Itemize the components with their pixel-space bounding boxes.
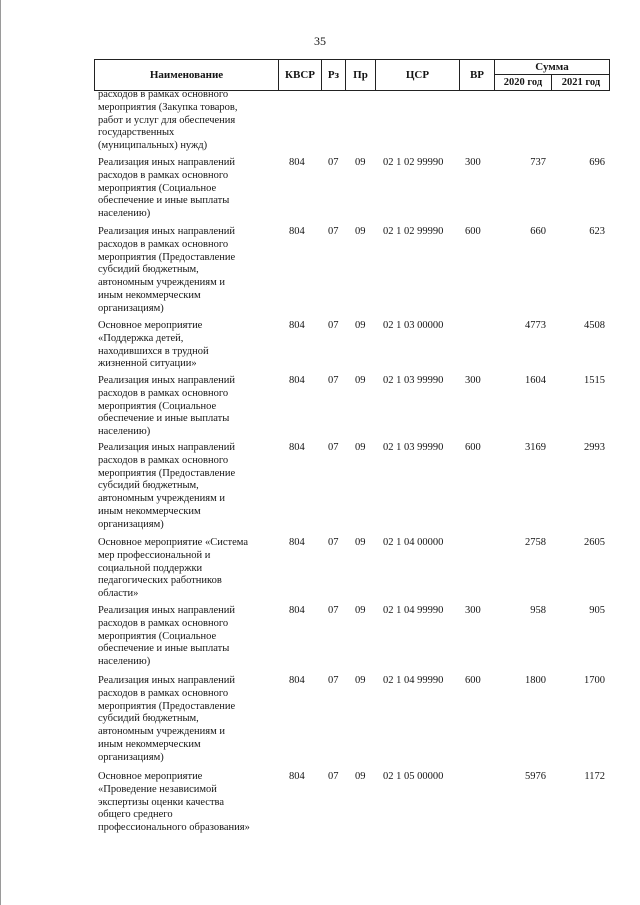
row-sum-2020: 3169 [525,442,546,453]
row-csr: 02 1 02 99990 [383,157,444,168]
row-name: Основное мероприятие «Система мер профессиональной и социальной поддержки педагогических работников области» [98,537,248,600]
row-pr: 09 [355,675,366,686]
header-pr: Пр [346,60,376,90]
row-sum-2021: 623 [589,226,605,237]
row-kvsr: 804 [289,537,305,548]
table-row [0,537,640,605]
row-sum-2021: 1172 [584,771,605,782]
row-rz: 07 [328,226,339,237]
row-name: расходов в рамках основного мероприятия (Закупка товаров, работ и услуг для обеспечения государственных (муниципальных) нужд) [98,89,238,152]
row-sum-2020: 4773 [525,320,546,331]
row-kvsr: 804 [289,375,305,386]
row-sum-2020: 1604 [525,375,546,386]
row-name: Реализация иных направлений расходов в рамках основного мероприятия (Предоставление субсидий бюджетным, автономным учреждениям и иным некоммерческим организациям) [98,442,236,530]
row-pr: 09 [355,320,366,331]
row-name: Реализация иных направлений расходов в рамках основного мероприятия (Предоставление субсидий бюджетным, автономным учреждениям и иным некоммерческим организациям) [98,226,236,314]
row-sum-2021: 905 [589,605,605,616]
row-csr: 02 1 04 99990 [383,605,444,616]
row-rz: 07 [328,605,339,616]
row-sum-2021: 696 [589,157,605,168]
row-name: Реализация иных направлений расходов в рамках основного мероприятия (Социальное обеспечение и иные выплаты населению) [98,375,236,438]
row-csr: 02 1 03 99990 [383,375,444,386]
table-row [0,226,640,320]
row-sum-2021: 1700 [584,675,605,686]
row-csr: 02 1 04 99990 [383,675,444,686]
header-sum-group [495,60,610,90]
row-sum-2020: 5976 [525,771,546,782]
row-rz: 07 [328,537,339,548]
row-sum-2020: 2758 [525,537,546,548]
row-pr: 09 [355,226,366,237]
table-body [0,89,640,841]
row-sum-2020: 1800 [525,675,546,686]
table-row [0,442,640,537]
row-sum-2021: 1515 [584,375,605,386]
row-sum-2021: 2993 [584,442,605,453]
table-row [0,675,640,771]
row-kvsr: 804 [289,771,305,782]
table-row [0,320,640,375]
row-name: Реализация иных направлений расходов в рамках основного мероприятия (Предоставление субсидий бюджетным, автономным учреждениям и иным некоммерческим организациям) [98,675,236,763]
row-pr: 09 [355,157,366,168]
table-row [0,375,640,442]
row-vr: 300 [465,157,481,168]
row-rz: 07 [328,442,339,453]
row-csr: 02 1 04 00000 [383,537,444,548]
table-row [0,89,640,157]
row-pr: 09 [355,605,366,616]
row-sum-2021: 4508 [584,320,605,331]
row-kvsr: 804 [289,675,305,686]
row-vr: 600 [465,226,481,237]
row-rz: 07 [328,320,339,331]
header-rz: Рз [322,60,346,90]
row-rz: 07 [328,771,339,782]
row-csr: 02 1 02 99990 [383,226,444,237]
row-rz: 07 [328,375,339,386]
header-csr: ЦСР [376,60,460,90]
header-year-2021: 2021 год [561,77,601,88]
row-csr: 02 1 05 00000 [383,771,444,782]
row-pr: 09 [355,537,366,548]
row-rz: 07 [328,157,339,168]
row-csr: 02 1 03 00000 [383,320,444,331]
row-pr: 09 [355,375,366,386]
header-sum: Сумма [495,60,609,75]
row-vr: 300 [465,375,481,386]
row-sum-2020: 660 [530,226,546,237]
row-pr: 09 [355,771,366,782]
header-name: Наименование [94,60,279,90]
row-kvsr: 804 [289,320,305,331]
row-sum-2020: 737 [530,157,546,168]
row-sum-2020: 958 [530,605,546,616]
row-sum-2021: 2605 [584,537,605,548]
header-vr: ВР [460,60,495,90]
row-name: Реализация иных направлений расходов в рамках основного мероприятия (Социальное обеспечение и иные выплаты населению) [98,157,236,220]
row-kvsr: 804 [289,605,305,616]
row-vr: 300 [465,605,481,616]
row-name: Основное мероприятие «Поддержка детей, находившихся в трудной жизненной ситуации» [98,320,209,370]
row-kvsr: 804 [289,157,305,168]
row-rz: 07 [328,675,339,686]
row-vr: 600 [465,442,481,453]
row-pr: 09 [355,442,366,453]
table-row [0,157,640,226]
row-vr: 600 [465,675,481,686]
table-row [0,771,640,841]
table-row [0,605,640,675]
row-name: Основное мероприятие «Проведение независимой экспертизы оценки качества общего среднего профессионального образования» [98,771,250,834]
page-number: 35 [314,34,326,48]
row-kvsr: 804 [289,442,305,453]
header-year-2020: 2020 год [495,75,552,90]
header-kvsr: КВСР [279,60,322,90]
row-kvsr: 804 [289,226,305,237]
row-name: Реализация иных направлений расходов в рамках основного мероприятия (Социальное обеспечение и иные выплаты населению) [98,605,236,668]
table-header [94,59,610,91]
row-csr: 02 1 03 99990 [383,442,444,453]
